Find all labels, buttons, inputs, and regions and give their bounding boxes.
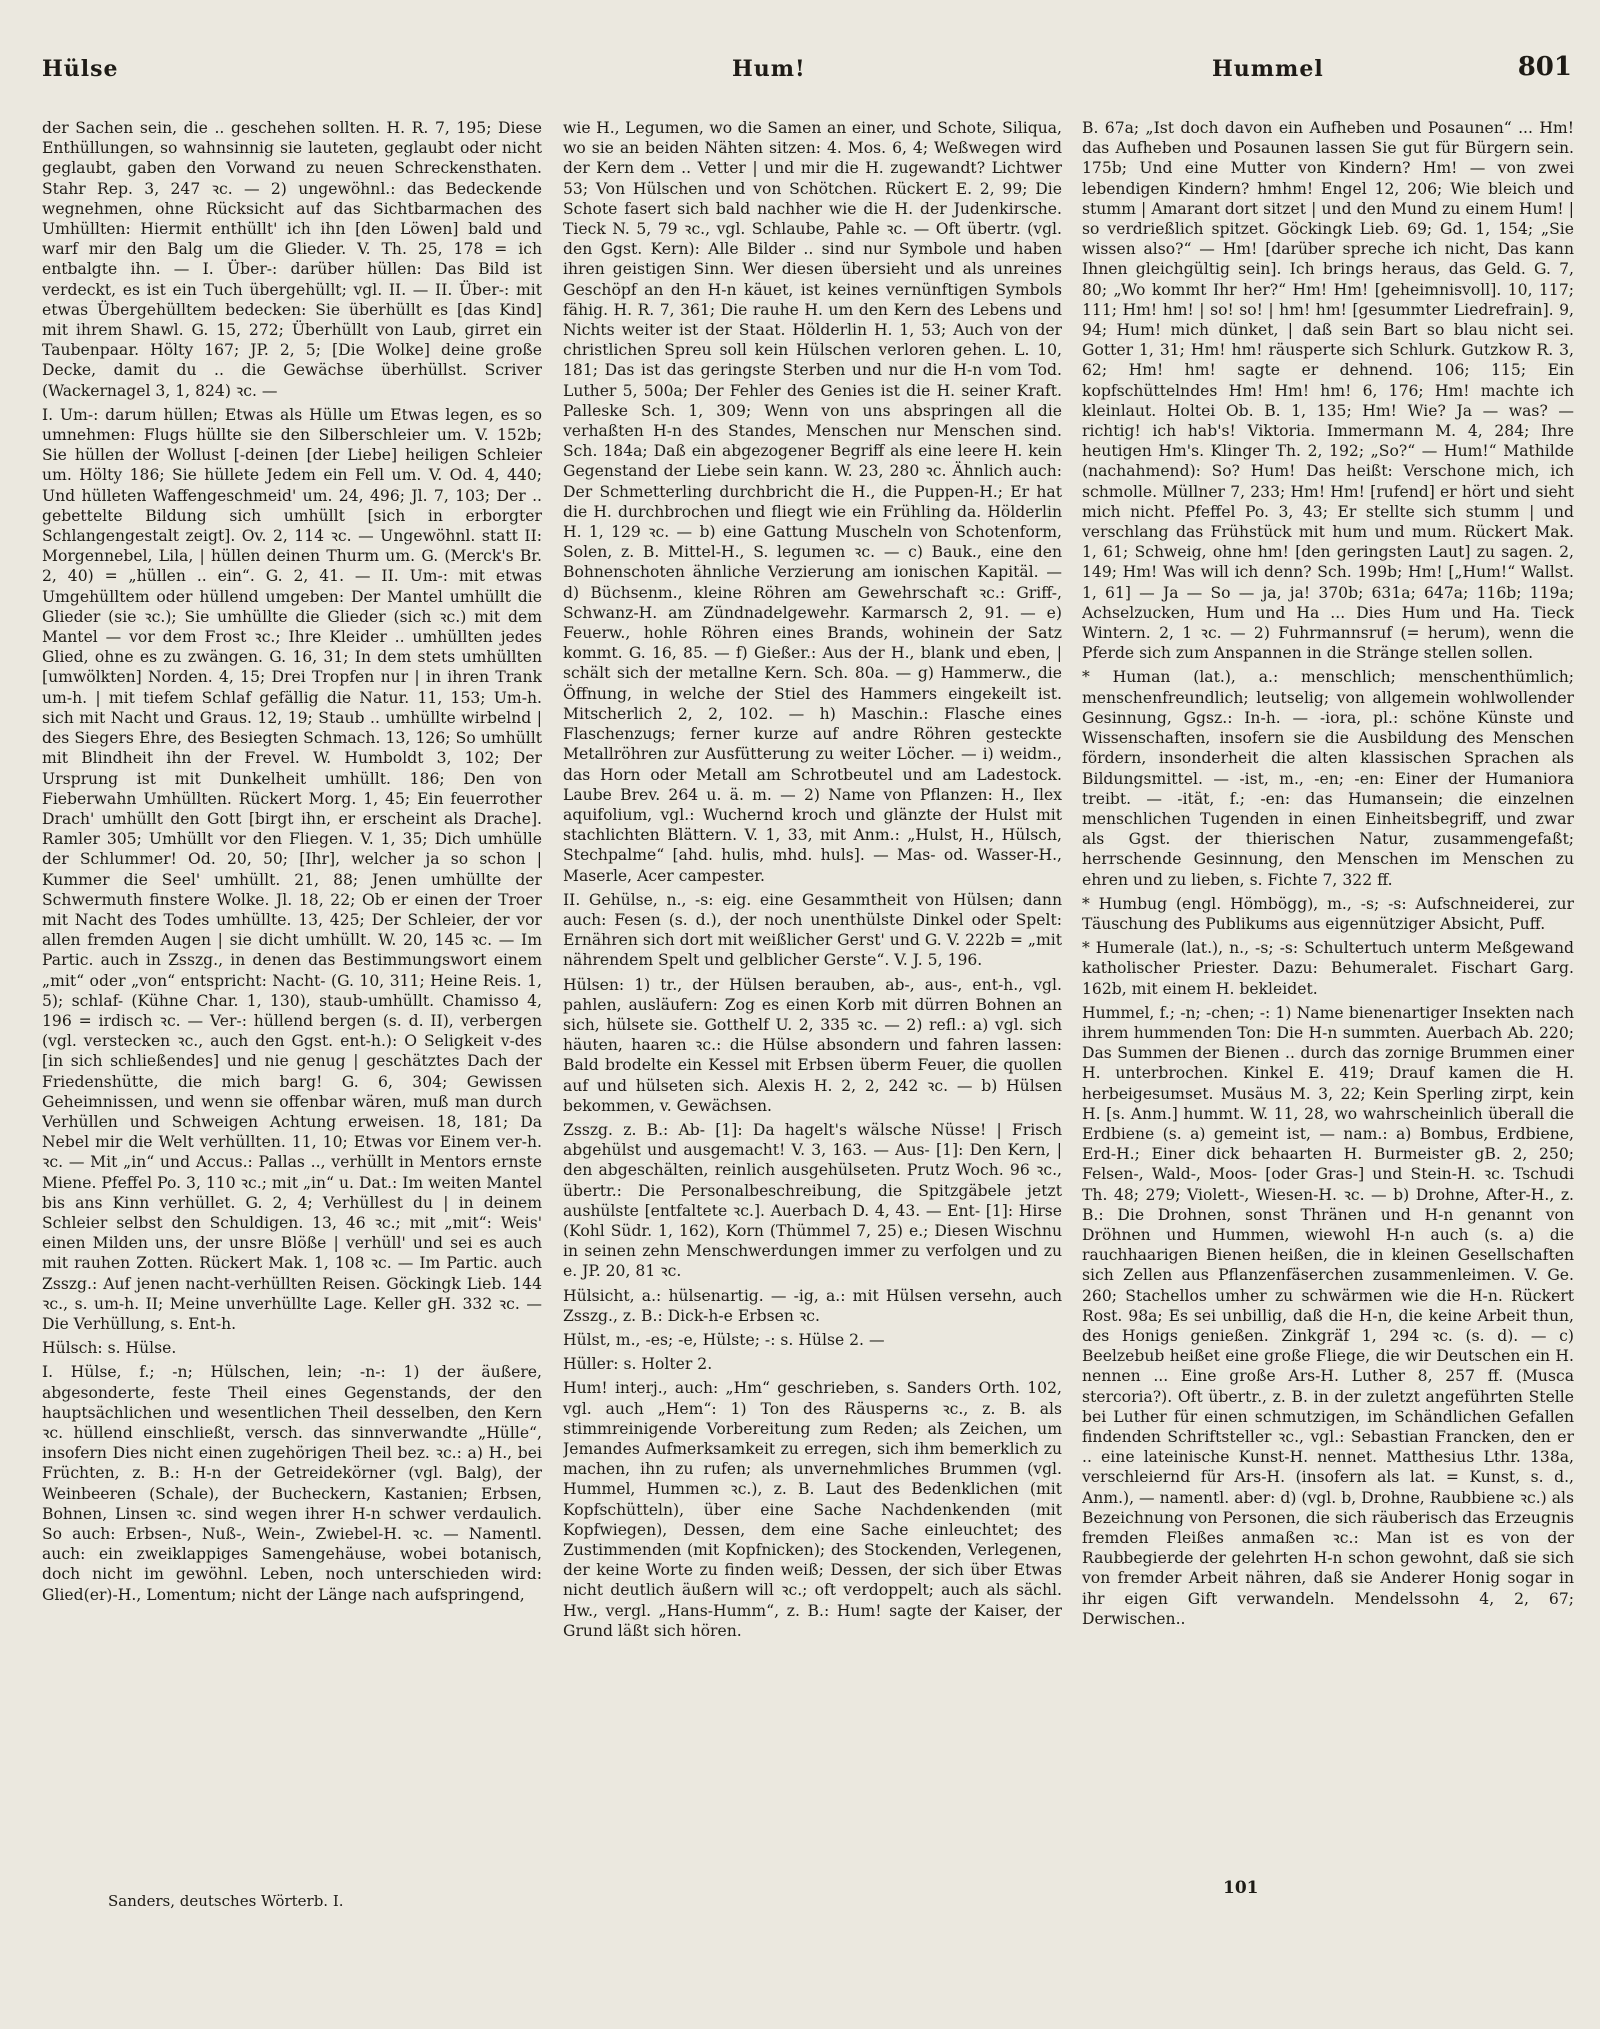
entry-paragraph: Hummel, f.; -n; -chen; -: 1) Name bienenartiger Insekten nach ihrem hummenden Ton: Die H-n summten. Auerbach Ab. 220; Das Summen der Bienen .. durch das zornige Brummen einer H. unterbrochen. Kinkel E. 419; Drauf kamen die H. herbeigesumset. Musäus M. 3, 22; Kein Sperling zirpt, kein H. [s. Anm.] hummt. W. 11, 28, wo wahrscheinlich überall die Erdbiene (s. a) gemeint ist, — nam.: a) Bombus, Erdbiene, Erd-H.; Einer dick behaarten H. Burmeister gB. 2, 250; Felsen-, Wald-, Moos- [oder Gras-] und Stein-H. ꝛc. Tschudi Th. 48; 279; Violett-, Wiesen-H. ꝛc. — b) Drohne, After-H., z. B.: Die Drohnen, sonst Thränen und H-n genannt von Dröhnen und Hummen, wiewohl H-n auch (s. a) die rauchhaarigen Bienen heißen, die in kleinen Gesellschaften sich Zellen aus Pflanzenfäserchen zusammenleimen. V. Ge. 260; Stachellos umher zu schwärmen wie die H-n. Rückert Rost. 98a; Es sei unbillig, daß die H-n, die keine Arbeit thun, des Honigs genießen. Zinkgräf 1, 294 ꝛc. (s. d). — c) Beelzebub heißet eine große Fliege, die wir Deutschen ein H. nennen ... Eine große Ars-H. Luther 8, 257 ff. (Musca stercoria?). Oft übertr., z. B. in der zuletzt angeführten Stelle bei Luther für einen schmutzigen, im Schändlichen Gefallen findenden Schriftsteller ꝛc., vgl.: Sebastian Francken, den er .. eine lateinische Kunst-H. nennet. Matthesius Lthr. 138a, verschleiernd für Ars-H. (insofern als lat. = Kunst, s. d., Anm.), — namentl. aber: d) (vgl. b, Drohne, Raubbiene ꝛc.) als Bezeichnung von Personen, die sich räuberisch das Erzeugnis fremden Fleißes anmaßen ꝛc.: Man ist es von der Raubbegierde der gelehrten H-n schon gewohnt, daß sie sich von fremder Arbeit nähren, daß sie Anderer Honig sogar in ihr eigen Gift verwandeln. Mendelssohn 4, 2, 67; Derwischen.. — [1082, 1003, 1574, 1628]
text-columns — [42, 118, 1572, 1888]
entry-paragraph: * Humbug (engl. Hömbögg), m., -s; -s: Aufschneiderei, zur Täuschung des Publikums aus eigennütziger Absicht, Puff. — [1082, 894, 1574, 933]
entry-paragraph: wie H., Legumen, wo die Samen an einer, und Schote, Siliqua, wo sie an beiden Nähten sitzen: 4. Mos. 6, 4; Weßwegen wird der Kern dem .. Vetter | und mir die H. zugewandt? Lichtwer 53; Von Hülschen und von Schötchen. Rückert E. 2, 99; Die Schote fasert sich bald nachher wie die H. der Judenkirsche. Tieck N. 5, 79 ꝛc., vgl. Schlaube, Pahle ꝛc. — Oft übertr. (vgl. den Ggst. Kern): Alle Bilder .. sind nur Symbole und haben ihren geistigen Sinn. Wer diesen übersieht und als unreines Geschöpf an den H-n käuet, ist keines vernünftigen Symbols fähig. H. R. 7, 361; Die rauhe H. um den Kern des Lebens und Nichts weiter ist der Staat. Hölderlin H. 1, 53; Auch von der christlichen Spreu soll kein Hülschen verloren gehen. L. 10, 181; Das ist das geringste Sterben und nur die H-n vom Tod. Luther 5, 500a; Der Fehler des Genies ist die H. seiner Kraft. Palleske Sch. 1, 309; Wenn von uns abspringen all die verhaßten H-n des Standes, Menschen nur Menschen sind. Sch. 184a; Daß ein abgezogener Begriff als eine leere H. kein Gegenstand der Liebe sein kann. W. 23, 280 ꝛc. Ähnlich auch: Der Schmetterling durchbricht die H., die Puppen-H.; Er hat die H. durchbrochen und fliegt wie ein Frühling da. Hölderlin H. 1, 129 ꝛc. — b) eine Gattung Muscheln von Schotenform, Solen, z. B. Mittel-H., S. legumen ꝛc. — c) Bauk., eine den Bohnenschoten ähnliche Verzierung am ionischen Kapitäl. — d) Büchsenm., kleine Röhren am Gewehrschaft ꝛc.: Griff-, Schwanz-H. am Zündnadelgewehr. Karmarsch 2, 91. — e) Feuerw., hohle Röhren eines Brands, wohinein der Satz kommt. G. 16, 85. — f) Gießer.: Aus der H., blank und eben, | schält sich der metallne Kern. Sch. 80a. — g) Hammerw., die Öffnung, in welche der Stiel des Hammers eingekeilt ist. Mitscherlich 2, 2, 102. — h) Maschin.: Flasche eines Flaschenzugs; ferner kurze auf andre Röhren gesteckte Metallröhren zur Ausfütterung zu weiter Löcher. — i) weidm., das Horn oder Metall am Schrotbeutel und am Ladestock. Laube Brev. 264 u. ä. m. — 2) Name von Pflanzen: H., Ilex aquifolium, vgl.: Wuchernd kroch und glänzte der Hulst mit stachlichten Blättern. V. 1, 33, mit Anm.: „Hulst, H., Hülsch, Stechpalme“ [ahd. hulis, mhd. huls]. — Mas- od. Wasser-H., Maserle, Acer campester. — [563, 119, 1062, 885]
entry-paragraph: Hülsen: 1) tr., der Hülsen berauben, ab-, aus-, ent-h., vgl. pahlen, ausläufern: Zog es einen Korb mit dürren Bohnen an sich, hülsete sie. Gotthelf U. 2, 335 ꝛc. — 2) refl.: a) vgl. sich häuten, haaren ꝛc.: die Hülse absondern und fahren lassen: Bald brodelte ein Kessel mit Erbsen überm Feuer, die quollen auf und hülseten sich. Alexis H. 2, 2, 242 ꝛc. — b) Hülsen bekommen, v. Gewächsen. — [563, 975, 1062, 1115]
entry-paragraph: B. 67a; „Ist doch davon ein Aufheben und Posaunen“ ... Hm! das Aufheben und Posaunen lassen Sie gut für Bürgern sein. 175b; Und eine Mutter von Kindern? Hm! — von zwei lebendigen Kindern? hmhm! Engel 12, 206; Wie bleich und stumm | Amarant dort sitzet | und den Mund zu einem Hum! | so verdrießlich spitzet. Göckingk Lieb. 69; Gd. 1, 154; „Sie wissen also?“ — Hm! [darüber spreche ich nicht, Das kann Ihnen gleichgültig sein]. Ich brings heraus, das Geld. G. 7, 80; „Wo kommt Ihr her?“ Hm! Hm! [geheimnisvoll]. 10, 117; 111; Hm! hm! | so! so! | hm! hm! [gesummter Liedrefrain]. 9, 94; Hum! mich dünket, | daß sein Bart so blau nicht sei. Gotter 1, 31; Hm! hm! räusperte sich Schlurk. Gutzkow R. 3, 62; Hm! hm! sagte er dehnend. 106; 115; Ein kopfschüttelndes Hm! Hm! hm! 6, 176; Hm! machte ich kleinlaut. Holtei Ob. B. 1, 135; Hm! Wie? Ja — was? — richtig! ich hab's! Viktoria. Immermann M. 4, 284; Ihre heutigen Hm's. Klinger Th. 2, 192; „So?“ — Hum!“ Mathilde (nachahmend): So? Hum! Das heißt: Verschone mich, ich schmolle. Müllner 7, 233; Hm! Hm! [rufend] er hört und sieht mich nicht. Pfeffel Po. 3, 43; Er stellte sich stumm | und verschlang das Frühstück mit hum und mum. Rückert Mak. 1, 61; Schweig, ohne hm! [den geringsten Laut] zu sagen. 2, 149; Hm! Was will ich denn? Sch. 199b; Hm! [„Hum!“ Wallst. 1, 61] — Ja — So — ja, ja! 370b; 631a; 647a; 116b; 119a; Achselzucken, Hum und Ha ... Dies Hum und Ha. Tieck Wintern. 2, 1 ꝛc. — 2) Fuhrmannsruf (= herum), wenn die Pferde sich zum Anspannen in die Stränge stellen sollen. — [1082, 119, 1574, 663]
page-number: 801 — [1517, 52, 1572, 82]
entry-paragraph: * Humerale (lat.), n., -s; -s: Schultertuch unterm Meßgewand katholischer Priester. Dazu: Behumeralet. Fischart Garg. 162b, mit einem H. bekleidet. — [1082, 939, 1574, 998]
left-running-headword: Hülse — [42, 56, 119, 82]
entry-paragraph: Zsszg. z. B.: Ab- [1]: Da hagelt's wälsche Nüsse! | Frisch abgehülst und ausgemacht! V. 3, 163. — Aus- [1]: Den Kern, | den abgeschälten, reinlich ausgehülseten. Prutz Woch. 96 ꝛc., übertr.: Die Personalbeschreibung, die Spitzgäbele jetzt aushülste [entfaltete ꝛc.]. Auerbach D. 4, 43. — Ent- [1]: Hirse (Kohl Südr. 1, 162), Korn (Thümmel 7, 25) e.; Diesen Wischnu in seinen zehn Menschwerdungen immer zu verfolgen und zu e. JP. 20, 81 ꝛc. — [563, 1120, 1062, 1281]
column-1 — [42, 118, 542, 1888]
signature-mark: 101 — [1223, 1878, 1259, 1898]
column-3 — [1082, 118, 1574, 1888]
entry-paragraph: I. Um-: darum hüllen; Etwas als Hülle um Etwas legen, es so umnehmen: Flugs hüllte sie den Silberschleier um. V. 152b; Sie hüllen der Wollust [-deinen [der Liebe] heiligen Schleier um. Hölty 186; Sie hüllete Jedem ein Fell um. V. Od. 4, 440; Und hülleten Waffengeschmeid' um. 24, 496; Jl. 7, 103; Der .. gebettelte Bildung sich umhüllt [sich in erborgter Schlangengestalt zeigt]. Ov. 2, 114 ꝛc. — Ungewöhnl. statt II: Morgennebel, Lila, | hüllen deinen Thurm um. G. (Merck's Br. 2, 40) = „hüllen .. ein“. G. 2, 41. — II. Um-: mit etwas Umgehülltem oder hüllend umgeben: Der Mantel umhüllt die Glieder (sie ꝛc.); Sie umhüllte die Glieder (sich ꝛc.) mit dem Mantel — vor dem Frost ꝛc.; Ihre Kleider .. umhüllten jedes Glied, ohne es zu zwängen. G. 16, 31; In dem stets umhüllten [umwölkten] Norden. 4, 15; Drei Tropfen nur | in ihren Trank um-h. | mit tiefem Schlaf gefällig die Natur. 11, 153; Um-h. sich mit Nacht und Graus. 12, 19; Staub .. umhüllte wirbelnd | des Siegers Ehre, des Besiegten Schmach. 13, 126; So umhüllt mit Blindheit ihn der Frevel. W. Humboldt 3, 102; Der Ursprung ist mit Dunkelheit umhüllt. 186; Den von Fieberwahn Umhüllten. Rückert Morg. 1, 45; Ein feuerrother Drach' umhüllt den Gott [birgt ihn, er erscheint als Drache]. Ramler 305; Umhüllt vor den Fliegen. V. 1, 35; Dich umhülle der Schlummer! Od. 20, 50; [Ihr], welcher ja so schon | Kummer die Seel' umhüllt. 21, 88; Jenen umhüllte der Schwermuth finstere Wolke. Jl. 18, 22; Ob er einen der Troer mit Nacht des Todes umhüllte. 13, 425; Der Schleier, der vor allen fremden Augen | sie dicht umhüllt. W. 20, 145 ꝛc. — Im Partic. auch in Zsszg., in denen das Bestimmungswort einem „mit“ oder „von“ entspricht: Nacht- (G. 10, 311; Heine Reis. 1, 5); schlaf- (Kühne Char. 1, 130), staub-umhüllt. Chamisso 4, 196 = irdisch ꝛc. — Ver-: hüllend bergen (s. d. II), verbergen (vgl. verstecken ꝛc., auch den Ggst. ent-h.): O Seligkeit v-des [in sich schließendes] und nie genug | geschätztes Dach der Friedenshütte, die mich barg! G. 6, 304; Gewissen Geheimnissen, und wenn sie offenbar wären, muß man durch Verhüllen und Schweigen Achtung erweisen. 18, 181; Da Nebel mir die Welt verhüllten. 11, 10; Etwas vor Einem ver-h. ꝛc. — Mit „in“ und Accus.: Pallas .., verhüllt in Mentors ernste Miene. Pfeffel Po. 3, 110 ꝛc.; mit „in“ u. Dat.: Im weiten Mantel bis ans Kinn verhüllet. G. 2, 4; Verhüllest du | in deinem Schleier selbst den Schuldigen. 13, 46 ꝛc.; mit „mit“: Weis' einen Milden uns, der unsre Blöße | verhüll' und sei es auch mit rauhen Zotten. Rückert Mak. 1, 108 ꝛc. — Im Partic. auch Zsszg.: Auf jenen nacht-verhüllten Reisen. Göckingk Lieb. 144 ꝛc., s. um-h. II; Meine unverhüllte Lage. Keller gH. 332 ꝛc. — Die Verhüllung, s. Ent-h. — [42, 405, 542, 1333]
right-running-headword: Hummel — [1212, 56, 1324, 82]
entry-paragraph: Hülsicht, a.: hülsenartig. — -ig, a.: mit Hülsen versehn, auch Zsszg., z. B.: Dick-h-e Erbsen ꝛc. — [563, 1286, 1062, 1325]
entry-paragraph: Hülst, m., -es; -e, Hülste; -: s. Hülse 2. — — [563, 1330, 885, 1349]
entry-paragraph: Hülsch: s. Hülse. — [42, 1339, 177, 1358]
entry-paragraph: I. Hülse, f.; -n; Hülschen, lein; -n-: 1) der äußere, abgesonderte, feste Theil eines Gegenstands, der den hauptsächlichen und wesentlichen Theil desselben, den Kern ꝛc. hüllend einschließt, versch. das sinnverwandte „Hülle“, insofern Dies nicht einen zugehörigen Theil bez. ꝛc.: a) H., bei Früchten, z. B.: H-n der Getreidekörner (vgl. Balg), der Weinbeeren (Schale), der Bucheckern, Kastanien; Erbsen, Bohnen, Linsen ꝛc. sind wegen ihrer H-n schwer verdaulich. So auch: Erbsen-, Nuß-, Wein-, Zwiebel-H. ꝛc. — Namentl. auch: ein zweiklappiges Samengehäuse, wobei botanisch, doch nicht im gewöhnl. Leben, noch unterschieden wird: Glied(er)-H., Lomentum; nicht der Länge nach aufspringend, — [42, 1363, 542, 1604]
footer-imprint: Sanders, deutsches Wörterb. I. — [108, 1892, 344, 1910]
entry-paragraph: II. Gehülse, n., -s: eig. eine Gesammtheit von Hülsen; dann auch: Fesen (s. d.), der noch unenthülste Dinkel oder Spelt: Ernähren sich dort mit weißlicher Gerst' und G. V. 222b = „mit nährendem Spelt und gelblicher Gerste“. V. J. 5, 196. — [563, 890, 1062, 970]
entry-paragraph: Hum! interj., auch: „Hm“ geschrieben, s. Sanders Orth. 102, vgl. auch „Hem“: 1) Ton des Räusperns ꝛc., z. B. als stimmreinigende Vorbereitung zum Reden; als Zeichen, um Jemandes Aufmerksamkeit zu erregen, sich ihm bemerklich zu machen, ihn zu rufen; als unvernehmliches Brummen (vgl. Hummel, Hummen ꝛc.), z. B. Laut des Bedenklichen (mit Kopfschütteln), über eine Sache Nachdenkenden (mit Kopfwiegen), Dessen, dem eine Sache einleuchtet; des Zustimmenden (mit Kopfnicken); des Stockenden, Verlegenen, der keine Worte zu finden weiß; Dessen, der sich über Etwas nicht deutlich äußern will ꝛc.; oft verdoppelt; auch als sächl. Hw., vergl. „Hans-Humm“, z. B.: Hum! sagte der Kaiser, der Grund läßt sich hören. — [563, 1379, 1062, 1640]
entry-paragraph: Hüller: s. Holter 2. — [563, 1355, 713, 1374]
entry-paragraph: * Human (lat.), a.: menschlich; menschenthümlich; menschenfreundlich; leutselig; von allgemein wohlwollender Gesinnung, Ggsz.: In-h. — -iora, pl.: schöne Künste und Wissenschaften, insofern sie die Ausbildung des Menschen fördern, insonderheit die alten klassischen Sprachen als Bildungsmittel. — -ist, m., -en; -en: Einer der Humaniora treibt. — -ität, f.; -en: das Humansein; die einzelnen menschlichen Tugenden in einen Einheitsbegriff, und zwar als Ggst. der thierischen Natur, zusammengefaßt; herrschende Gesinnung, den Menschen im Menschen zu ehren und zu lieben, s. Fichte 7, 322 ff. — [1082, 668, 1574, 889]
column-2 — [563, 118, 1062, 1888]
page-header — [42, 48, 1572, 92]
entry-paragraph: der Sachen sein, die .. geschehen sollten. H. R. 7, 195; Diese Enthüllungen, so wahnsinnig sie lauteten, geglaubt oder nicht geglaubt, gaben den Vorwand zu neuen Schreckensthaten. Stahr Rep. 3, 247 ꝛc. — 2) ungewöhnl.: das Bedeckende wegnehmen, ohne Rücksicht auf das Sichtbarmachen des Umhüllten: Hiermit enthüllt' ich ihn [den Löwen] bald und warf mir den Balg um die Glieder. V. Th. 25, 178 = ich entbalgte ihn. — I. Über-: darüber hüllen: Das Bild ist verdeckt, es ist ein Tuch übergehüllt; vgl. II. — II. Über-: mit etwas Übergehülltem bedecken: Sie überhüllt es [das Kind] mit ihrem Shawl. G. 15, 272; Überhüllt von Laub, girret ein Taubenpaar. Hölty 167; JP. 2, 5; [Die Wolke] deine große Decke, damit du .. die Gewächse überhüllst. Scriver (Wackernagel 3, 1, 824) ꝛc. — — [42, 119, 542, 400]
center-running-headword: Hum! — [732, 56, 806, 82]
